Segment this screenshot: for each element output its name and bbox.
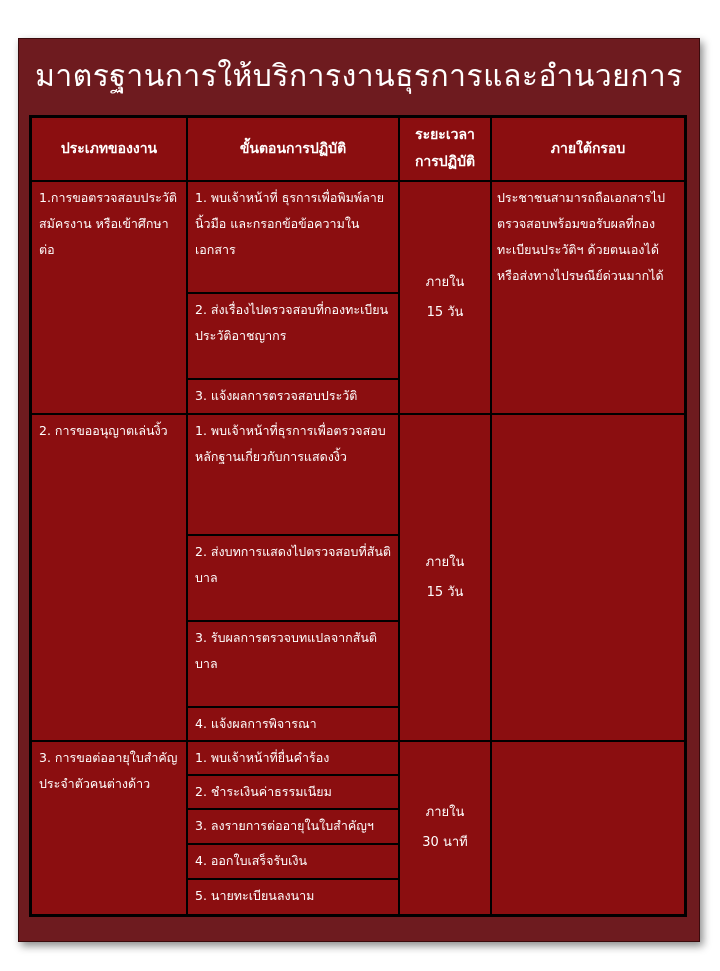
group-3-time: [400, 742, 490, 914]
group-2-step-1: 1. พบเจ้าหน้าที่ธุรการเพื่อตรวจสอบ หลักฐานเกี่ยวกับการแสดงงิ้ว: [188, 415, 398, 534]
header-time-line1: ระยะเวลา: [415, 127, 475, 143]
group-3-step-1: 1. พบเจ้าหน้าที่ยื่นคำร้อง: [188, 742, 398, 774]
group-1-time-line1: ภายใน: [425, 274, 465, 290]
group-1-step-2: 2. ส่งเรื่องไปตรวจสอบที่กองทะเบียน ประวัติอาชญากร: [188, 294, 398, 378]
group-3-step-2: 2. ชำระเงินค่าธรรมเนียม: [188, 776, 398, 808]
header-steps: ขั้นตอนการปฏิบัติ: [188, 118, 398, 180]
group-1-step-1: 1. พบเจ้าหน้าที่ ธุรการเพื่อพิมพ์ลายนิ้วมือ และกรอกข้อข้อความในเอกสาร: [188, 182, 398, 292]
group-1-time-line2: 15 วัน: [426, 304, 464, 320]
group-3-time-line1: ภายใน: [425, 805, 465, 820]
header-time-line2: การปฏิบัติ: [414, 154, 476, 170]
group-2-type: 2. การขออนุญาตเล่นงิ้ว: [32, 415, 186, 740]
group-2-time: [400, 415, 490, 740]
group-3-time-line2: 30 นาที: [422, 835, 468, 850]
header-type: ประเภทของงาน: [32, 118, 186, 180]
group-2-time-line2: 15 วัน: [426, 584, 464, 600]
group-2-step-2: 2. ส่งบทการแสดงไปตรวจสอบที่สันติบาล: [188, 536, 398, 620]
standards-card: [18, 38, 700, 942]
header-framework: ภายใต้กรอบ: [492, 118, 684, 180]
group-2-step-4: 4. แจ้งผลการพิจารณา: [188, 708, 398, 740]
group-3-framework: [492, 742, 684, 914]
group-2-step-3: 3. รับผลการตรวจบทแปลจากสันติบาล: [188, 622, 398, 706]
group-1-time: [400, 182, 490, 413]
group-3-step-3: 3. ลงรายการต่ออายุในใบสำคัญฯ: [188, 810, 398, 843]
header-time: [400, 118, 490, 180]
group-1-framework: ประชาชนสามารถถือเอกสารไปตรวจสอบพร้อมขอรับผลที่กองทะเบียนประวัติฯ ด้วยตนเองได้ หรือส่งทางไปรษณีย์ด่วนมากได้: [492, 182, 684, 413]
group-3-step-5: 5. นายทะเบียนลงนาม: [188, 880, 398, 914]
group-3-step-4: 4. ออกใบเสร็จรับเงิน: [188, 845, 398, 878]
group-1-step-3: 3. แจ้งผลการตรวจสอบประวัติ: [188, 380, 398, 413]
group-2-time-line1: ภายใน: [425, 554, 465, 570]
group-1-type: 1.การขอตรวจสอบประวัติสมัครงาน หรือเข้าศึกษาต่อ: [32, 182, 186, 413]
standards-table: [29, 115, 687, 917]
group-2-framework: [492, 415, 684, 740]
group-3-type: 3. การขอต่ออายุใบสำคัญประจำตัวคนต่างด้าว: [32, 742, 186, 914]
page-title: มาตรฐานการให้บริการงานธุรการและอำนวยการ: [35, 59, 683, 94]
